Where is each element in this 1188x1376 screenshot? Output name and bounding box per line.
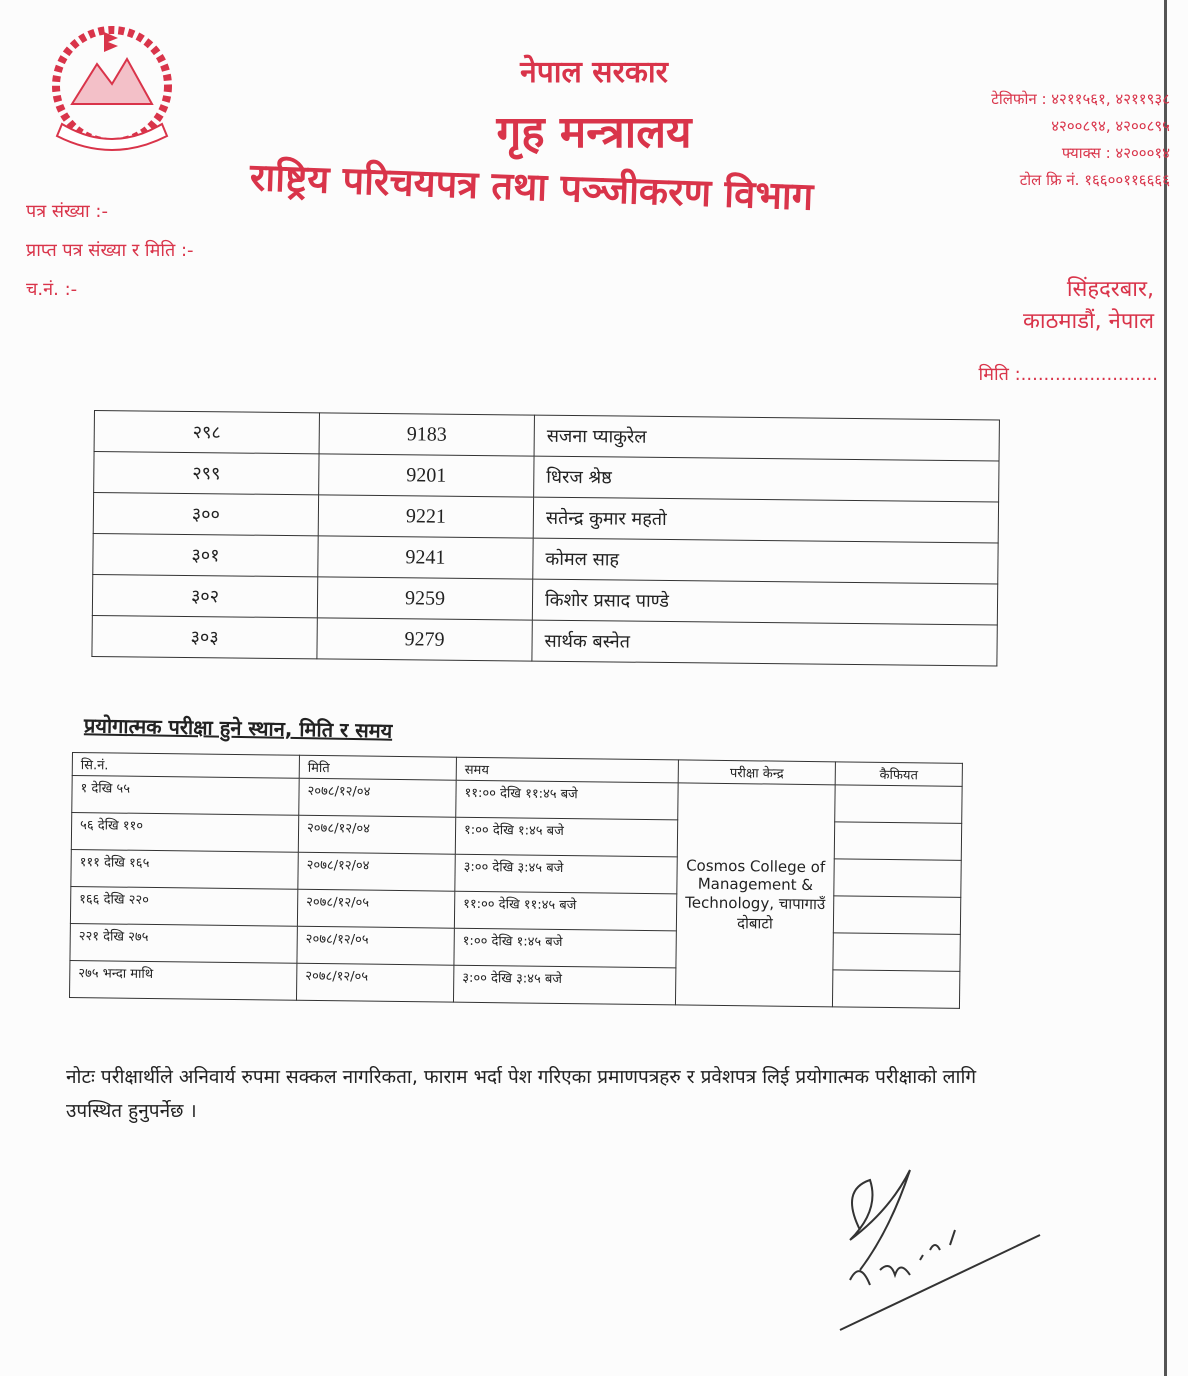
toll-free: टोल फ्रि नं. १६६००११६६६६ bbox=[1019, 171, 1170, 189]
dispatch-number: च.नं. :- bbox=[26, 279, 78, 300]
roll-number: 9259 bbox=[317, 577, 532, 620]
remarks bbox=[834, 859, 961, 898]
ministry-title: गृह मन्त्रालय bbox=[496, 107, 692, 158]
col-center: परीक्षा केन्द्र bbox=[678, 760, 835, 785]
serial-number: ३०१ bbox=[93, 533, 318, 576]
remarks bbox=[833, 933, 960, 972]
schedule-table bbox=[69, 752, 963, 1009]
serial-range: १६६ देखि २२० bbox=[70, 886, 297, 926]
col-date: मिति bbox=[299, 755, 456, 780]
serial-range: २७५ भन्दा माथि bbox=[70, 960, 297, 1000]
telephone: टेलिफोन : ४२११५६१, ४२११९३८ bbox=[991, 90, 1170, 108]
roll-number: 9183 bbox=[319, 413, 534, 456]
letter-number: पत्र संख्या :- bbox=[26, 201, 108, 222]
exam-time: १:०० देखि १:४५ बजे bbox=[454, 928, 676, 968]
department-title: राष्ट्रिय परिचयपत्र तथा पञ्जीकरण विभाग bbox=[249, 155, 814, 219]
date-field: मिति :........................ bbox=[978, 364, 1158, 385]
candidate-name: सतेन्द्र कुमार महतो bbox=[533, 497, 998, 543]
remarks bbox=[835, 785, 962, 824]
remarks bbox=[832, 970, 959, 1009]
roll-number: 9279 bbox=[317, 618, 532, 661]
exam-time: ११:०० देखि ११:४५ बजे bbox=[456, 780, 678, 820]
roll-number: 9241 bbox=[318, 536, 533, 579]
serial-range: ५६ देखि ११० bbox=[71, 813, 298, 853]
exam-date: २०७८/१२/०५ bbox=[297, 889, 454, 928]
col-time: समय bbox=[456, 757, 678, 783]
candidate-name: सार्थक बस्नेत bbox=[532, 620, 997, 666]
serial-number: २९८ bbox=[94, 411, 319, 454]
fax: फ्याक्स : ४२०००१४ bbox=[1061, 144, 1170, 162]
serial-range: २२१ देखि २७५ bbox=[70, 923, 297, 963]
candidate-name: कोमल साह bbox=[533, 538, 998, 584]
received-letter-number-date: प्राप्त पत्र संख्या र मिति :- bbox=[26, 240, 194, 261]
exam-date: २०७८/१२/०४ bbox=[299, 778, 456, 817]
government-title: नेपाल सरकार bbox=[520, 55, 668, 90]
note: नोटः परीक्षार्थीले अनिवार्य रुपमा सक्कल नागरिकता, फाराम भर्दा पेश गरिएका प्रमाणपत्रहरु र प्रवेशपत्र लिई प्रयोगात्मक परीक्षाको लागि उपस्थित हुनुपर्नेछ । bbox=[66, 1066, 977, 1122]
candidate-name: धिरज श्रेष्ठ bbox=[534, 456, 999, 502]
exam-date: २०७८/१२/०४ bbox=[298, 815, 455, 854]
serial-number: ३०० bbox=[93, 493, 318, 536]
candidate-name: सजना प्याकुरेल bbox=[534, 415, 999, 461]
exam-time: १:०० देखि १:४५ बजे bbox=[455, 817, 677, 857]
remarks bbox=[833, 896, 960, 935]
candidate-table bbox=[91, 410, 1000, 666]
serial-number: ३०३ bbox=[92, 615, 317, 658]
exam-time: ११:०० देखि ११:४५ बजे bbox=[454, 891, 676, 931]
address-line: सिंहदरबार, bbox=[1066, 277, 1154, 302]
serial-number: ३०२ bbox=[92, 574, 317, 617]
col-remarks: कैफियत bbox=[835, 762, 962, 787]
scan-edge-line bbox=[1164, 0, 1167, 1376]
exam-date: २०७८/१२/०४ bbox=[298, 852, 455, 891]
reference-fields bbox=[26, 192, 194, 309]
serial-range: १ देखि ५५ bbox=[72, 776, 299, 816]
serial-range: १११ देखि १६५ bbox=[71, 849, 298, 889]
exam-date: २०७८/१२/०५ bbox=[297, 926, 454, 965]
remarks bbox=[834, 822, 961, 861]
address-line: काठमाडौं, नेपाल bbox=[1022, 309, 1154, 334]
address bbox=[1023, 274, 1154, 338]
exam-center: Cosmos College of Management & Technology, चापागाउँ दोबाटो bbox=[675, 783, 835, 1007]
contact-info bbox=[991, 86, 1170, 194]
exam-date: २०७८/१२/०५ bbox=[296, 963, 453, 1002]
telephone-2: ४२००८९४, ४२००८९५ bbox=[1051, 117, 1170, 135]
roll-number: 9201 bbox=[319, 454, 534, 497]
col-serial: सि.नं. bbox=[72, 753, 299, 779]
candidate-name: किशोर प्रसाद पाण्डे bbox=[532, 579, 997, 625]
exam-time: ३:०० देखि ३:४५ बजे bbox=[453, 965, 675, 1005]
signature bbox=[820, 1150, 1060, 1340]
roll-number: 9221 bbox=[318, 495, 533, 538]
exam-time: ३:०० देखि ३:४५ बजे bbox=[455, 854, 677, 894]
serial-number: २९९ bbox=[94, 452, 319, 495]
schedule-heading: प्रयोगात्मक परीक्षा हुने स्थान, मिति र समय bbox=[83, 713, 393, 743]
table-row bbox=[92, 615, 997, 665]
